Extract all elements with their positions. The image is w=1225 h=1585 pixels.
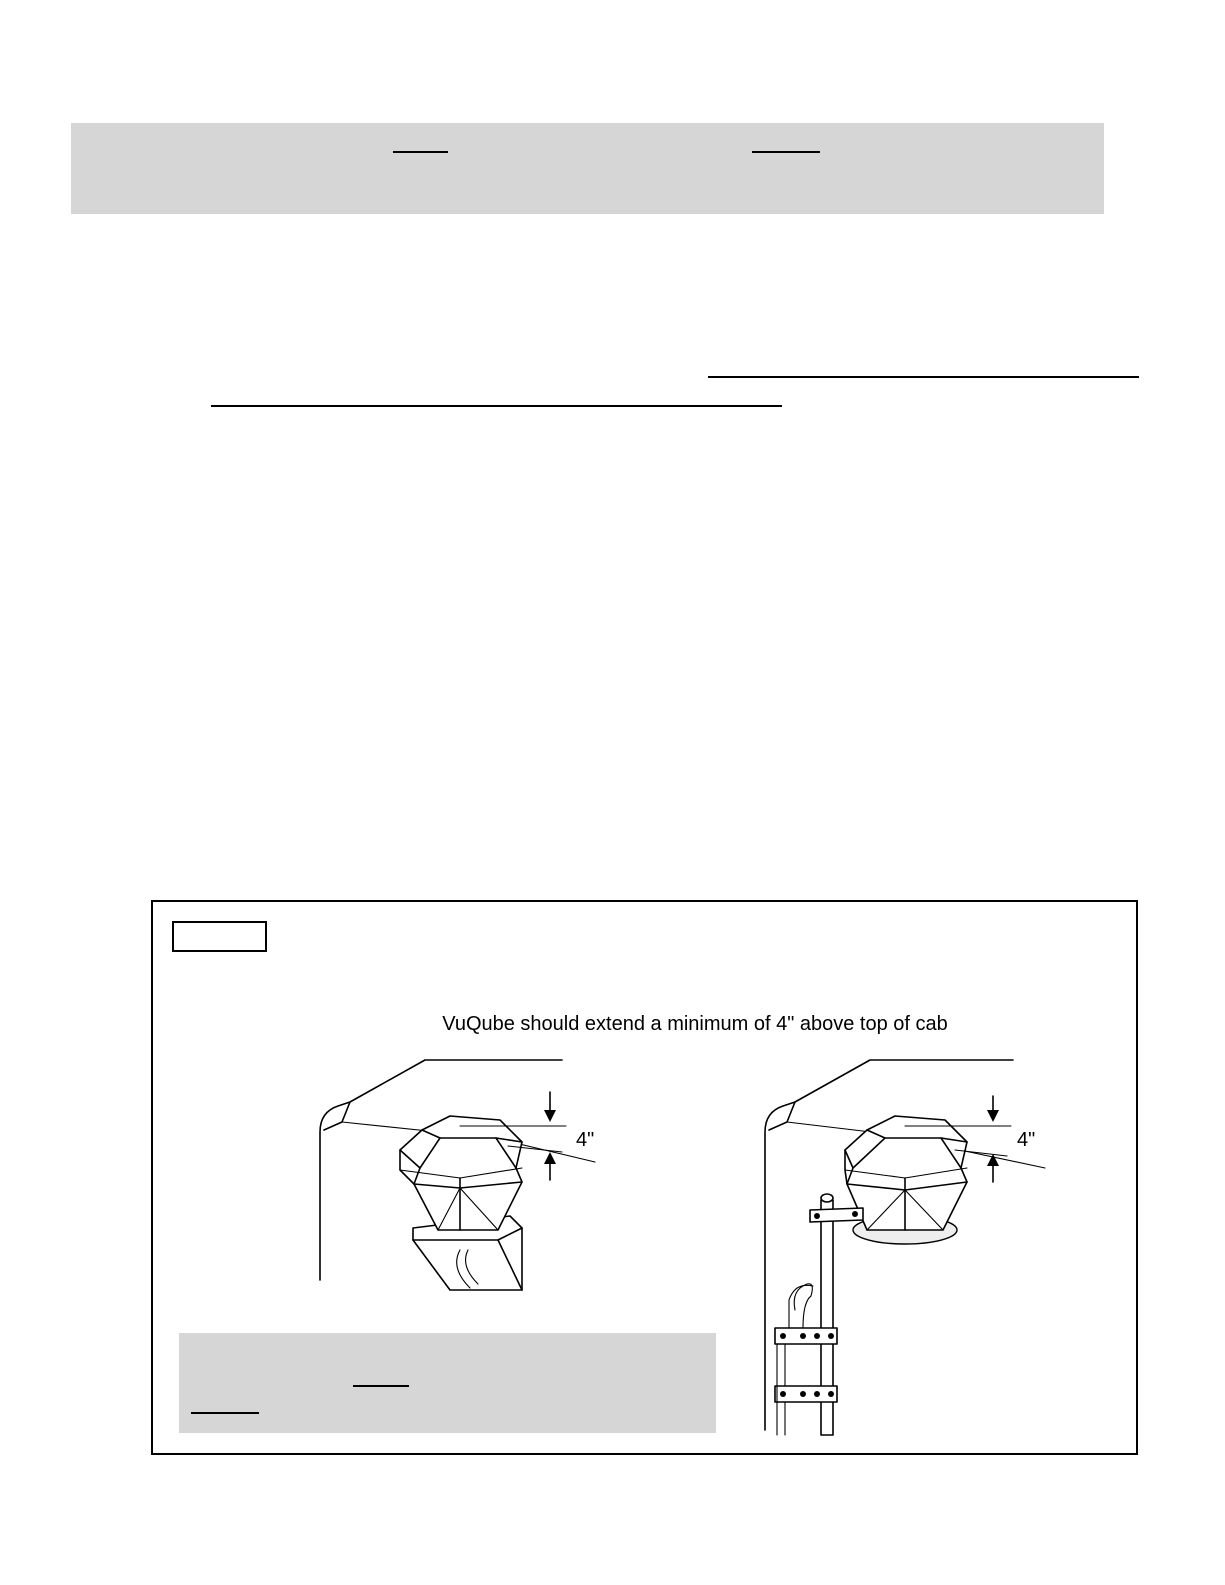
figure-caption: VuQube should extend a minimum of 4" above top of cab — [442, 1013, 948, 1035]
right-dimension-label: 4" — [1017, 1129, 1036, 1151]
antenna-on-cab-bracket-illustration — [310, 1050, 620, 1290]
header-banner — [71, 123, 1104, 214]
left-dimension-label: 4" — [576, 1129, 595, 1151]
note-box — [179, 1333, 716, 1433]
note-underline-2 — [191, 1412, 259, 1414]
body-underline-1 — [708, 376, 1139, 378]
banner-underline-1 — [393, 151, 448, 153]
figure-label-box — [172, 921, 267, 952]
antenna-on-pole-mount-illustration — [755, 1050, 1055, 1435]
body-underline-2 — [211, 405, 782, 407]
note-underline-1 — [353, 1385, 409, 1387]
banner-underline-2 — [752, 151, 820, 153]
